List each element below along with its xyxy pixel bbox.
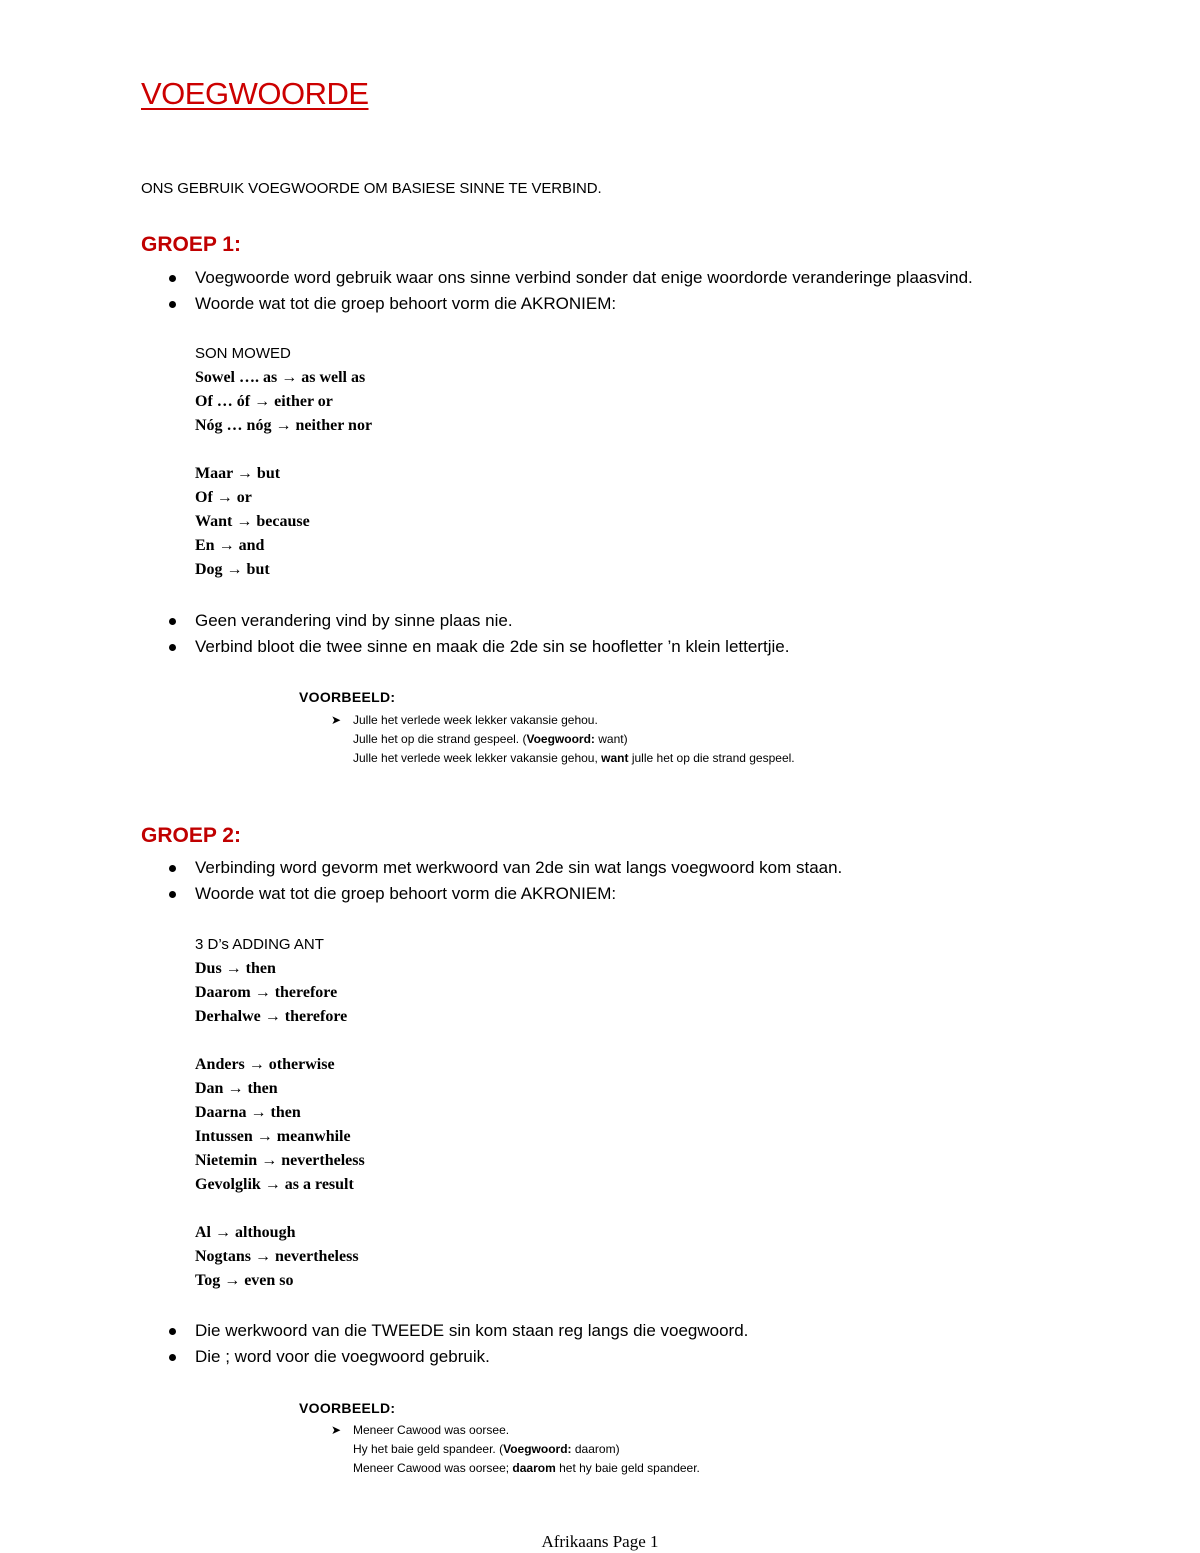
- conjunction-label: Voegwoord:: [526, 732, 595, 746]
- bullet-icon: [169, 865, 176, 872]
- list-item: [141, 1344, 748, 1370]
- word-translation: Of → or: [195, 489, 252, 506]
- arrowhead-bullet-icon: ➤: [331, 713, 342, 727]
- bullet-text: Die werkwoord van die TWEEDE sin kom staan reg langs die voegwoord.: [195, 1321, 749, 1340]
- bullet-icon: [169, 301, 176, 308]
- group-1-heading: GROEP 1:: [141, 233, 241, 256]
- group-2-bullets-bottom: [141, 1318, 748, 1370]
- example-sentence: Hy het baie geld spandeer. (: [353, 1442, 504, 1456]
- conjunction-value: want): [594, 732, 628, 746]
- list-item: [141, 265, 973, 291]
- bullet-text: Woorde wat tot die groep behoort vorm die AKRONIEM:: [195, 294, 617, 313]
- word-translation: Dog → but: [195, 561, 270, 578]
- group-2-acronym-block: [195, 933, 365, 1317]
- arrowhead-bullet-icon: ➤: [331, 1423, 342, 1437]
- word-group: [195, 366, 372, 438]
- list-item: [141, 855, 842, 881]
- page-title: VOEGWOORDE: [141, 76, 369, 111]
- group-1-bullets-top: [141, 265, 973, 317]
- bullet-icon: [169, 891, 176, 898]
- word-translation: Tog → even so: [195, 1272, 294, 1289]
- group-1-bullets-bottom: [141, 608, 789, 660]
- acronym-title: 3 D’s ADDING ANT: [195, 936, 324, 953]
- bullet-text: Voegwoorde word gebruik waar ons sinne verbind sonder dat enige woordorde veranderinge plaasvind.: [195, 268, 973, 287]
- example-line: [331, 711, 795, 730]
- example-sentence: Julle het verlede week lekker vakansie gehou.: [353, 713, 598, 727]
- example-sentence: julle het op die strand gespeel.: [628, 751, 795, 765]
- list-item: [141, 291, 973, 317]
- word-translation: Dus → then: [195, 960, 276, 977]
- conjunction-label: Voegwoord:: [503, 1442, 572, 1456]
- conjunction-highlight: want: [601, 751, 629, 765]
- list-item: [141, 1318, 748, 1344]
- bullet-text: Verbind bloot die twee sinne en maak die 2de sin se hoofletter ’n klein lettertjie.: [195, 637, 790, 656]
- word-translation: Derhalwe → therefore: [195, 1008, 348, 1025]
- word-translation: Gevolglik → as a result: [195, 1176, 354, 1193]
- bullet-icon: [169, 644, 176, 651]
- acronym-title: SON MOWED: [195, 345, 291, 362]
- group-2-example: [331, 1421, 700, 1478]
- example-sentence: het hy baie geld spandeer.: [555, 1461, 700, 1475]
- example-line: [331, 1440, 700, 1459]
- word-translation: Al → although: [195, 1224, 296, 1241]
- word-group: [195, 462, 372, 582]
- example-line: [331, 730, 795, 749]
- word-translation: Intussen → meanwhile: [195, 1128, 351, 1145]
- example-heading: VOORBEELD:: [299, 689, 396, 705]
- bullet-icon: [169, 1328, 176, 1335]
- word-translation: Dan → then: [195, 1080, 278, 1097]
- word-group: [195, 1053, 365, 1197]
- word-translation: Daarom → therefore: [195, 984, 338, 1001]
- list-item: [141, 881, 842, 907]
- group-1-acronym-block: [195, 342, 372, 606]
- bullet-text: Woorde wat tot die groep behoort vorm die AKRONIEM:: [195, 884, 617, 903]
- list-item: [141, 634, 789, 660]
- bullet-icon: [169, 275, 176, 282]
- page-footer: Afrikaans Page 1: [541, 1532, 659, 1551]
- bullet-text: Die ; word voor die voegwoord gebruik.: [195, 1347, 490, 1366]
- example-line: [331, 1459, 700, 1478]
- bullet-icon: [169, 1354, 176, 1361]
- word-translation: Daarna → then: [195, 1104, 301, 1121]
- group-2-heading: GROEP 2:: [141, 824, 241, 847]
- word-translation: Maar → but: [195, 465, 281, 482]
- bullet-text: Geen verandering vind by sinne plaas nie.: [195, 611, 513, 630]
- conjunction-highlight: daarom: [512, 1461, 556, 1475]
- example-sentence: Julle het op die strand gespeel. (: [353, 732, 527, 746]
- bullet-text: Verbinding word gevorm met werkwoord van 2de sin wat langs voegwoord kom staan.: [195, 858, 843, 877]
- example-sentence: Meneer Cawood was oorsee;: [353, 1461, 513, 1475]
- bullet-icon: [169, 618, 176, 625]
- list-item: [141, 608, 789, 634]
- example-sentence: Meneer Cawood was oorsee.: [353, 1423, 510, 1437]
- word-translation: Anders → otherwise: [195, 1056, 335, 1073]
- group-2-bullets-top: [141, 855, 842, 907]
- example-line: [331, 1421, 700, 1440]
- word-translation: Sowel …. as → as well as: [195, 369, 366, 386]
- word-translation: Nogtans → nevertheless: [195, 1248, 359, 1265]
- word-translation: Of … óf → either or: [195, 393, 333, 410]
- intro-text: ONS GEBRUIK VOEGWOORDE OM BASIESE SINNE TE VERBIND.: [141, 180, 602, 197]
- example-line: [331, 749, 795, 768]
- word-translation: Nietemin → nevertheless: [195, 1152, 365, 1169]
- word-group: [195, 1221, 365, 1293]
- word-translation: En → and: [195, 537, 265, 554]
- group-1-example: [331, 711, 795, 768]
- conjunction-value: daarom): [571, 1442, 620, 1456]
- word-translation: Nóg … nóg → neither nor: [195, 417, 373, 434]
- example-sentence: Julle het verlede week lekker vakansie gehou,: [353, 751, 602, 765]
- example-heading: VOORBEELD:: [299, 1400, 396, 1416]
- word-group: [195, 957, 365, 1029]
- word-translation: Want → because: [195, 513, 310, 530]
